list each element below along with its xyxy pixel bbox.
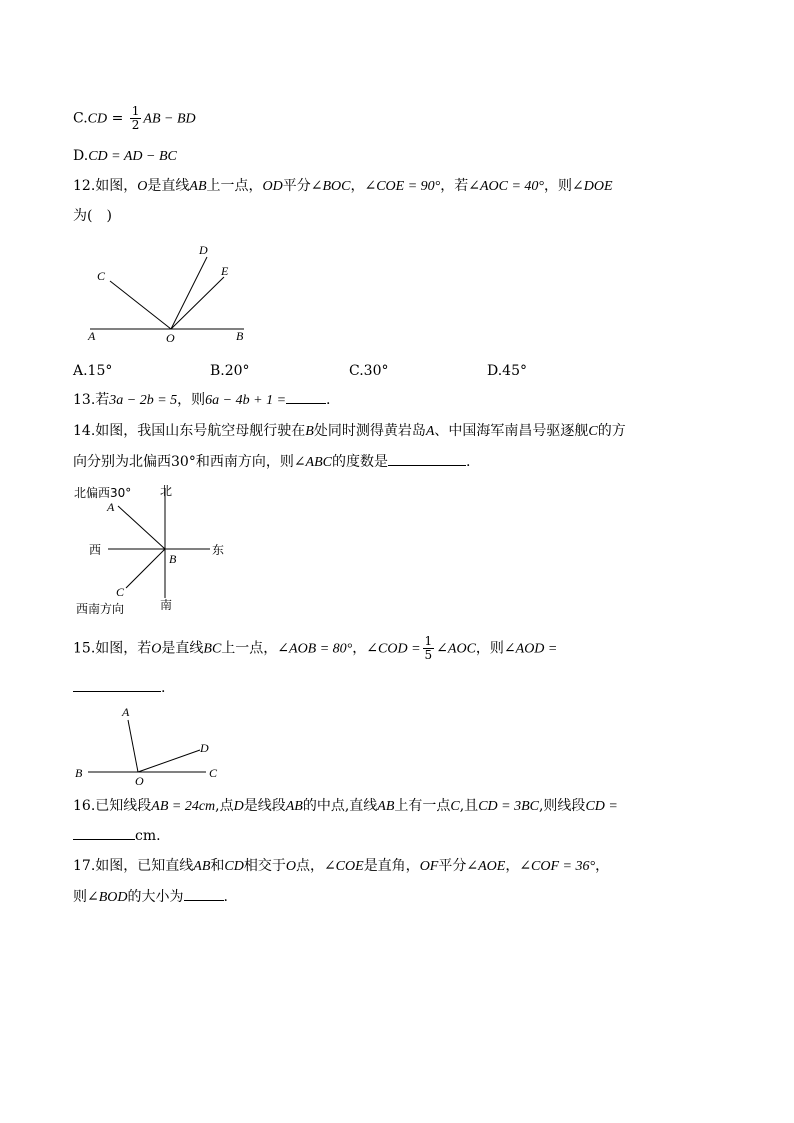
label-west: 西 [89,543,102,557]
text: 平分 [438,858,467,874]
ray-oe [171,277,224,329]
text: 的中点,直线 [302,798,378,814]
answer-blank[interactable] [73,679,161,692]
math: AB = 24cm [151,799,216,814]
math: CD = 3BC [478,799,539,814]
label-south: 南 [160,598,173,612]
q12-option-d: D.45° [487,363,527,379]
q16-question [73,796,618,817]
label-e: E [221,264,229,278]
label-a: A [88,329,96,343]
text: 上一点， [206,178,263,194]
option-label: D. [73,148,89,164]
fraction-den: 5 [424,648,433,662]
math: ∠AOD = [503,641,558,657]
math: AB [193,859,211,874]
text: ，若 [440,178,469,194]
text: 的度数是 [332,454,388,470]
math: CD [87,111,108,127]
text: 处同时测得黄岩岛 [313,423,426,439]
text: 是线段 [243,798,286,814]
math: ∠ABC [293,455,332,470]
text: 是直线 [147,178,190,194]
text: . [466,454,471,470]
q12-option-a: A.15° [73,363,113,379]
math-eq: = [107,110,128,127]
text: 和 [210,858,225,874]
ray-od [138,750,200,772]
fraction-half [130,105,142,132]
text: . [161,680,166,696]
label-north: 北 [160,484,173,498]
q15-question [73,634,558,662]
text: ,且 [459,798,479,814]
text: 上一点， [221,640,278,657]
text: 则 [73,889,87,905]
math: O [151,641,162,657]
math: ∠COF = 36° [519,859,596,874]
math: C [450,799,460,814]
label-a: A [122,705,130,719]
text: . [326,392,331,408]
label-sw: 西南方向 [76,602,125,616]
ray-oa [128,720,138,772]
text: 的方 [597,423,626,439]
q12-option-b: B.20° [210,363,250,379]
label-d: D [199,243,208,257]
q16-answer-line [73,826,161,846]
text: 、中国海军南昌号驱逐舰 [434,423,589,439]
math: ∠AOB = 80° [277,641,353,657]
math: C [588,424,598,439]
label-a: A [107,500,115,514]
text: 是直线 [161,640,204,657]
math: ∠AOE [466,859,506,874]
text: 点， [295,858,324,874]
fraction-fifth [423,635,435,662]
text: 上有一点 [394,798,451,814]
math: 3a − 2b = 5 [109,393,178,408]
math: ∠DOE [572,179,613,194]
text: 向分别为北偏西30°和西南方向，则 [73,454,294,470]
text: 平分 [282,178,311,194]
answer-blank[interactable] [388,453,466,466]
answer-blank[interactable] [73,827,135,840]
text: ，则 [177,392,206,408]
text: 16.已知线段 [73,798,152,814]
q11-option-c [73,105,196,132]
math: ∠COE [323,859,364,874]
math: ∠AOC = 40° [468,179,545,194]
text: 12.如图， [73,178,138,194]
text: 的大小为 [127,889,184,905]
fraction-den: 2 [131,118,140,132]
label-nw30: 北偏西30° [74,486,132,500]
math: CD = [585,799,618,814]
math: ∠AOC [436,641,476,657]
text: 17.如图，已知直线 [73,858,194,874]
answer-blank[interactable] [184,888,224,901]
math: AB − BD [143,111,196,127]
q15-figure [70,700,230,790]
math: D [233,799,244,814]
text: ， [352,640,367,657]
math: CD [224,859,244,874]
math: ∠COE = 90° [364,179,441,194]
q17-question-line2 [73,887,228,908]
label-c: C [116,585,125,599]
math: ∠BOC [310,179,351,194]
ray-oc [110,281,171,329]
q14-question-line2 [73,452,470,473]
math: AB [285,799,303,814]
ray-ba [118,506,165,549]
label-east: 东 [212,543,225,557]
q15-answer-line [73,678,165,698]
math: OF [419,859,439,874]
ray-bc [126,549,165,588]
option-label: C. [73,110,88,127]
text: 相交于 [243,858,286,874]
q14-figure [70,478,240,618]
label-b: B [169,552,177,566]
label-b: B [75,766,83,780]
label-c: C [97,269,106,283]
text: 是直角， [363,858,420,874]
math: 6a − 4b + 1 = [205,393,287,408]
label-o: O [166,331,175,345]
q12-question [73,176,613,197]
text: ， [595,858,610,874]
text: ,点 [215,798,234,814]
text: ,则线段 [538,798,586,814]
math: BC [203,641,222,657]
label-d: D [200,741,209,755]
fraction-num: 1 [424,634,433,648]
text: ，则 [544,178,573,194]
math: AB [189,179,207,194]
q12-figure [80,240,260,350]
text: ， [505,858,520,874]
fraction-num: 1 [131,104,140,118]
math: A [425,424,435,439]
math: AB [377,799,395,814]
label-c: C [209,766,218,780]
text: ， [350,178,365,194]
q12-option-c: C.30° [349,363,389,379]
math: O [137,179,148,194]
label-o: O [135,774,144,788]
q14-question [73,421,626,442]
math: ∠COD = [366,641,421,657]
text: ，则 [475,640,504,657]
text: cm. [135,828,161,844]
math: CD = AD − BC [88,149,177,164]
text: . [223,889,228,905]
text: 14.如图，我国山东号航空母舰行驶在 [73,423,306,439]
math: B [305,424,314,439]
text: 15.如图，若 [73,640,152,657]
q12-question-line2: 为( ) [73,208,112,224]
math: O [285,859,296,874]
label-b: B [236,329,244,343]
ray-od [171,257,207,329]
math: OD [262,179,283,194]
text: 13.若 [73,392,110,408]
q11-option-d [73,146,177,167]
math: ∠BOD [87,890,128,905]
q13-question [73,390,330,411]
q17-question [73,856,609,877]
answer-blank[interactable] [286,391,326,404]
